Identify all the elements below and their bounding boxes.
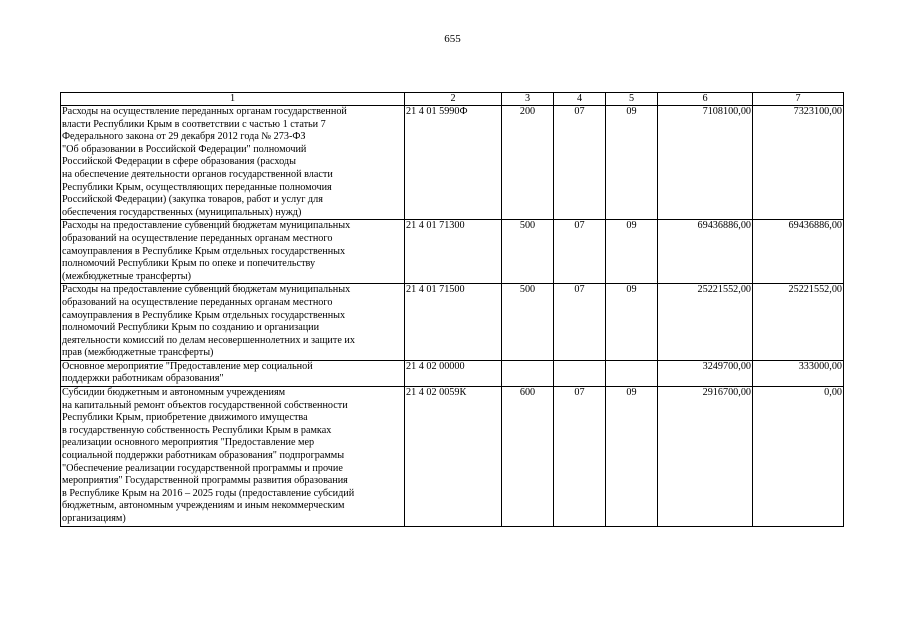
description-line: Расходы на осуществление переданных органам государственной: [62, 106, 347, 117]
section-code: 07: [554, 106, 606, 220]
description-line: образований на осуществление переданных органам местного: [62, 232, 333, 244]
description-line: социальной поддержки работникам образования" подпрограммы: [62, 450, 345, 462]
description-line: Российской Федерации) (закупка товаров, работ и услуг для: [62, 194, 323, 206]
amount-col7: 0,00: [753, 387, 844, 527]
expense-description: [61, 360, 405, 386]
description-line: полномочий Республики Крым по созданию и организации: [62, 322, 320, 334]
description-line: Республики Крым, осуществляющих переданные полномочия: [62, 181, 332, 193]
description-line: деятельности комиссий по делам несовершеннолетних и защите их: [62, 334, 355, 346]
amount-col6: 3249700,00: [658, 360, 753, 386]
section-code: [554, 360, 606, 386]
expense-type-code: [502, 360, 554, 386]
description-line: "Об образовании в Российской Федерации" полномочий: [62, 143, 307, 155]
target-code: 21 4 01 71500: [405, 284, 502, 361]
description-line: Федерального закона от 29 декабря 2012 года № 273-ФЗ: [62, 131, 306, 143]
description-line: прав (межбюджетные трансферты): [62, 347, 214, 359]
description-line: мероприятия" Государственной программы развития образования: [62, 475, 348, 487]
description-line: обеспечения государственных (муниципальных) нужд): [62, 206, 302, 218]
description-line: Республики Крым, приобретение движимого имущества: [62, 412, 308, 424]
target-code: 21 4 01 71300: [405, 220, 502, 284]
description-line: самоуправления в Республике Крым отдельных государственных: [62, 309, 346, 321]
table-row: [61, 387, 844, 527]
amount-col6: 69436886,00: [658, 220, 753, 284]
header-cell: 1: [61, 93, 405, 106]
section-code: 07: [554, 284, 606, 361]
target-code: 21 4 02 0059К: [405, 387, 502, 527]
expense-description: [61, 387, 405, 527]
table-row: [61, 360, 844, 386]
description-line: самоуправления в Республике Крым отдельных государственных: [62, 245, 346, 257]
description-line: образований на осуществление переданных органам местного: [62, 296, 333, 308]
description-line: в Республике Крым на 2016 – 2025 годы (предоставление субсидий: [62, 487, 355, 499]
header-cell: 3: [502, 93, 554, 106]
header-row: [61, 93, 844, 106]
expense-type-code: 500: [502, 284, 554, 361]
budget-table: [60, 92, 844, 527]
description-line: Основное мероприятие "Предоставление мер социальной: [62, 360, 313, 372]
description-line: бюджетным, автономным учреждениям и иным некоммерческим: [62, 500, 345, 512]
header-cell: 5: [606, 93, 658, 106]
section-code: 07: [554, 220, 606, 284]
section-code: 07: [554, 387, 606, 527]
header-cell: 2: [405, 93, 502, 106]
subsection-code: 09: [606, 284, 658, 361]
expense-description: [61, 220, 405, 284]
expense-type-code: 500: [502, 220, 554, 284]
subsection-code: 09: [606, 220, 658, 284]
subsection-code: 09: [606, 387, 658, 527]
page-number: 655: [444, 33, 461, 45]
description-line: Расходы на предоставление субвенций бюджетам муниципальных: [62, 284, 351, 296]
description-line: организациям): [62, 513, 126, 524]
amount-col6: 2916700,00: [658, 387, 753, 527]
description-line: "Обеспечение реализации государственной программы и прочие: [62, 462, 343, 474]
amount-col6: 25221552,00: [658, 284, 753, 361]
description-line: Расходы на предоставление субвенций бюджетам муниципальных: [62, 220, 351, 232]
amount-col7: 333000,00: [753, 360, 844, 386]
expense-type-code: 200: [502, 106, 554, 220]
amount-col7: 69436886,00: [753, 220, 844, 284]
description-line: власти Республики Крым в соответствии с частью 1 статьи 7: [62, 118, 326, 130]
description-line: на обеспечение деятельности органов государственной власти: [62, 168, 333, 180]
description-line: реализации основного мероприятия "Предоставление мер: [62, 437, 315, 449]
description-line: Российской Федерации в сфере образования (расходы: [62, 156, 296, 168]
subsection-code: [606, 360, 658, 386]
table-row: [61, 284, 844, 361]
description-line: Субсидии бюджетным и автономным учреждениям: [62, 387, 286, 399]
description-line: поддержки работникам образования": [62, 373, 224, 385]
header-cell: 4: [554, 93, 606, 106]
amount-col7: 7323100,00: [753, 106, 844, 220]
header-cell: 6: [658, 93, 753, 106]
table-row: [61, 106, 844, 220]
description-line: на капитальный ремонт объектов государственной собственности: [62, 399, 348, 411]
amount-col7: 25221552,00: [753, 284, 844, 361]
expense-type-code: 600: [502, 387, 554, 527]
expense-description: [61, 106, 405, 220]
expense-description: [61, 284, 405, 361]
description-line: в государственную собственность Республики Крым в рамках: [62, 424, 332, 436]
header-cell: 7: [753, 93, 844, 106]
table-row: [61, 220, 844, 284]
description-line: полномочий Республики Крым по опеке и попечительству: [62, 258, 316, 270]
target-code: 21 4 02 00000: [405, 360, 502, 386]
amount-col6: 7108100,00: [658, 106, 753, 220]
subsection-code: 09: [606, 106, 658, 220]
description-line: (межбюджетные трансферты): [62, 270, 192, 282]
target-code: 21 4 01 5990Ф: [405, 106, 502, 220]
